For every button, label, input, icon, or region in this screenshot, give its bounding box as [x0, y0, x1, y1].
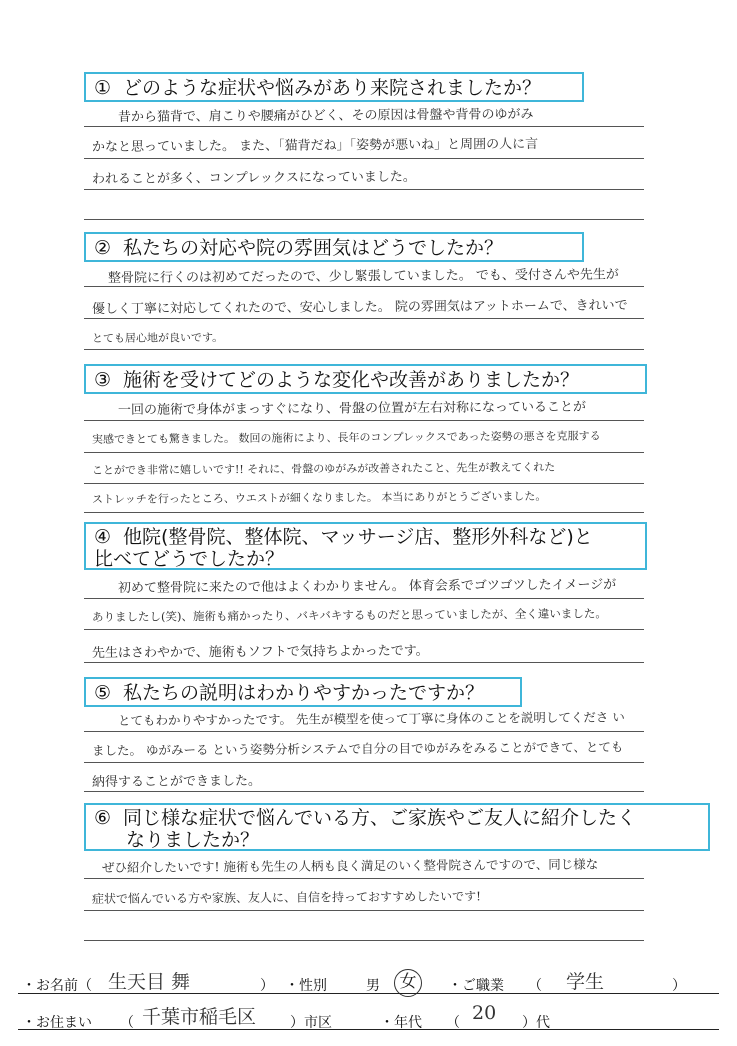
rule-line	[84, 318, 644, 319]
rule-line	[84, 158, 644, 159]
age-suffix: ）代	[522, 1015, 550, 1031]
question-number: ①	[94, 77, 112, 99]
answer-line: とてもわかりやすかったです。 先生が模型を使って丁寧に身体のことを説明してくださ い	[117, 709, 625, 728]
age-open: （	[446, 1015, 460, 1031]
occupation-value: 学生	[566, 971, 605, 993]
answer-line: ました。 ゆがみーる という姿勢分析システムで自分の目でゆがみをみることができて、とても	[91, 739, 624, 758]
name-value: 生天目 舞	[108, 971, 191, 993]
question-number: ③	[94, 369, 112, 391]
answer-line: 初めて整骨院に来たので他はよくわかりません。 体育会系でゴツゴツしたイメージが	[117, 577, 617, 596]
question-text-continued: 比べてどうでしたか？	[94, 548, 285, 570]
address-suffix: ）市区	[290, 1015, 332, 1031]
gender-label: ・性別	[285, 978, 327, 994]
rule-line	[84, 483, 644, 484]
question-number: ⑤	[94, 682, 112, 704]
rule-line	[84, 349, 644, 350]
answer-line: 優しく丁寧に対応してくれたので、安心しました。 院の雰囲気はアットホームで、きれいで	[91, 298, 628, 317]
question-1	[84, 72, 584, 102]
question-number: ⑥	[94, 807, 112, 829]
rule-line	[84, 286, 644, 287]
answer-line: ストレッチを行ったところ、ウエストが細くなりました。 本当にありがとうございました。	[91, 489, 547, 507]
rule-line	[84, 126, 644, 127]
rule-line	[84, 629, 644, 630]
footer-line	[18, 993, 719, 994]
occupation-label: ・ご職業	[448, 978, 504, 994]
rule-line	[84, 598, 644, 599]
answer-line: 一回の施術で身体がまっすぐになり、骨盤の位置が左右対称になっていることが	[117, 399, 587, 418]
rule-line	[84, 420, 644, 421]
footer-line	[18, 1029, 719, 1030]
answer-line: ことができ非常に嬉しいです!! それに、骨盤のゆがみが改善されたこと、先生が教えてくれた	[91, 460, 556, 478]
question-4	[84, 522, 647, 570]
question-number: ④	[94, 526, 112, 548]
question-3	[84, 364, 647, 394]
answer-line: われることが多く、コンプレックスになっていました。	[91, 169, 416, 187]
answer-line: ぜひ紹介したいです! 施術も先生の人柄も良く満足のいく整骨院さんですので、同じ様な	[101, 856, 599, 875]
rule-line	[84, 219, 644, 220]
rule-line	[84, 791, 644, 792]
occupation-close: ）	[672, 978, 686, 994]
question-6	[84, 803, 710, 851]
question-number: ②	[94, 237, 112, 259]
question-text: 同じ様な症状で悩んでいる方、ご家族やご友人に紹介したく	[123, 807, 637, 829]
gender-female: 女	[399, 972, 417, 992]
rule-line	[84, 662, 644, 663]
answer-line: かなと思っていました。 また、「猫背だね」「姿勢が悪いね」と周囲の人に言	[91, 136, 539, 155]
answer-line: ありましたし(笑)、施術も痛かったり、バキバキするものだと思っていましたが、全く違いました。	[91, 606, 607, 624]
answer-line: とても居心地が良いです。	[91, 331, 224, 346]
address-label: ・お住まい	[22, 1015, 92, 1031]
question-2	[84, 232, 584, 262]
answer-line: 症状で悩んでいる方や家族、友人に、自信を持っておすすめしたいです!	[91, 889, 481, 906]
rule-line	[84, 452, 644, 453]
answer-line: 実感できとても驚きました。 数回の施術により、長年のコンプレックスであった姿勢の悪さを克服する	[91, 429, 601, 447]
answer-line: 納得することができました。	[91, 773, 262, 790]
question-5	[84, 677, 522, 707]
gender-male: 男	[366, 978, 380, 994]
occupation-open: （	[528, 978, 542, 994]
question-text: 他院(整骨院、整体院、マッサージ店、整形外科など)と	[123, 526, 593, 548]
question-text: 私たちの説明はわかりやすかったですか？	[123, 682, 485, 704]
question-text: どのような症状や悩みがあり来院されましたか？	[123, 77, 542, 99]
rule-line	[84, 189, 644, 190]
answer-line: 昔から猫背で、肩こりや腰痛がひどく、その原因は骨盤や背骨のゆがみ	[117, 107, 534, 125]
name-close: ）	[260, 978, 274, 994]
rule-line	[84, 940, 644, 941]
question-text: 施術を受けてどのような変化や改善がありましたか？	[123, 369, 580, 391]
address-value: 千葉市稲毛区	[142, 1006, 257, 1028]
rule-line	[84, 878, 644, 879]
answer-line: 整骨院に行くのは初めてだったので、少し緊張していました。 でも、受付さんや先生が	[107, 267, 619, 286]
age-label: ・年代	[380, 1015, 422, 1031]
rule-line	[84, 731, 644, 732]
address-open: （	[120, 1015, 134, 1031]
answer-line: 先生はさわやかで、施術もソフトで気持ちよかったです。	[91, 643, 429, 661]
age-value: 20	[472, 1002, 497, 1024]
name-label: ・お名前（	[22, 978, 92, 994]
question-text: 私たちの対応や院の雰囲気はどうでしたか？	[123, 237, 504, 259]
rule-line	[84, 512, 644, 513]
rule-line	[84, 762, 644, 763]
rule-line	[84, 910, 644, 911]
question-text-continued: なりましたか？	[126, 829, 260, 851]
